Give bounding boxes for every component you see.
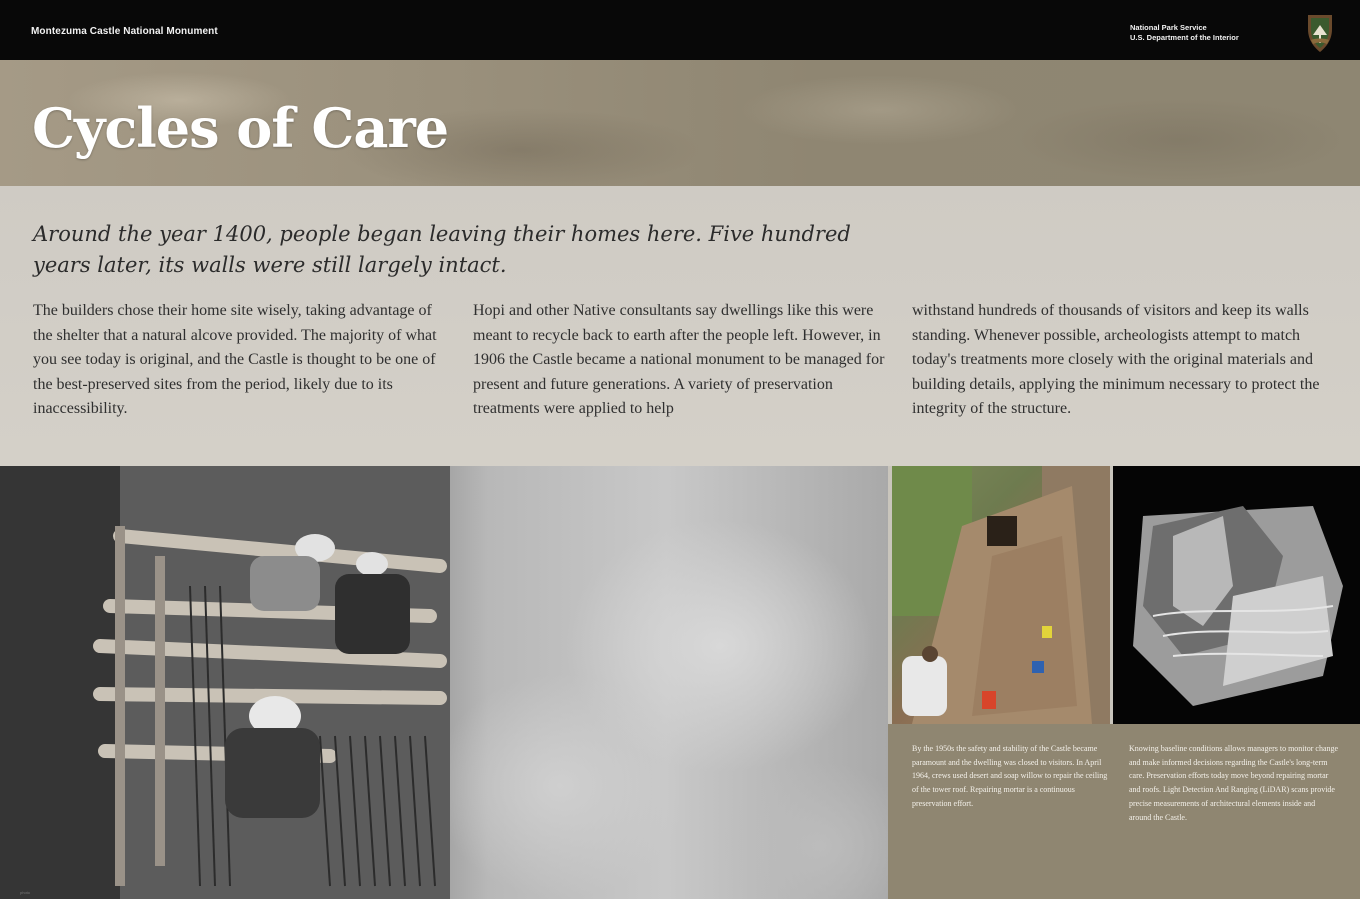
body-column-2: Hopi and other Native consultants say dwellings like this were meant to recycle back to earth after the people left. However, in 1906 the Castle became a national monument to be managed for present and future generations. A variety of preservation treatments were applied to help [473, 302, 885, 418]
modern-preservation-photo [892, 466, 1110, 724]
page-title: Cycles of Care [32, 96, 449, 160]
top-bar [0, 0, 1360, 60]
historic-repair-photo [0, 466, 888, 899]
photo-placeholder [0, 466, 888, 899]
photo-placeholder [1113, 466, 1360, 724]
photo-placeholder [892, 466, 1110, 724]
caption-panel [888, 724, 1360, 899]
lidar-scan-image [1113, 466, 1360, 724]
svg-text:photo: photo [20, 890, 31, 895]
body-column-1: The builders chose their home site wisely, taking advantage of the shelter that a natural alcove provided. The majority of what you see today is original, and the Castle is thought to be one of the best-preserved sites from the period, likely due to its inaccessibility. [33, 302, 437, 418]
body-column-3: withstand hundreds of thousands of visitors and keep its walls standing. Whenever possible, archeologists attempt to match today's treatments more closely with the original materials and building details, applying the minimum necessary to protect the integrity of the structure. [912, 302, 1320, 418]
agency-line-1: National Park Service [1130, 23, 1207, 32]
park-name: Montezuma Castle National Monument [31, 26, 218, 37]
title-band [0, 60, 1360, 186]
nps-arrowhead-icon [1305, 13, 1335, 53]
agency-name [1130, 23, 1239, 43]
lead-paragraph: Around the year 1400, people began leaving their homes here. Five hundred years later, its walls were still largely intact. [33, 222, 851, 277]
caption-historic: By the 1950s the safety and stability of the Castle became paramount and the dwelling was closed to visitors. In April 1964, crews used desert and soap willow to repair the ceiling of the tower roof. Repairing mortar is a continuous preservation effort. [912, 744, 1108, 808]
text-panel [0, 186, 1360, 466]
caption-lidar: Knowing baseline conditions allows managers to monitor change and make informed decisions regarding the Castle's long-term care. Preservation efforts today move beyond repairing mortar and roofs. Light Detection And Ranging (LiDAR) scans provide precise measurements of architectural elements inside and around the Castle. [1129, 744, 1339, 822]
agency-line-2: U.S. Department of the Interior [1130, 33, 1239, 42]
